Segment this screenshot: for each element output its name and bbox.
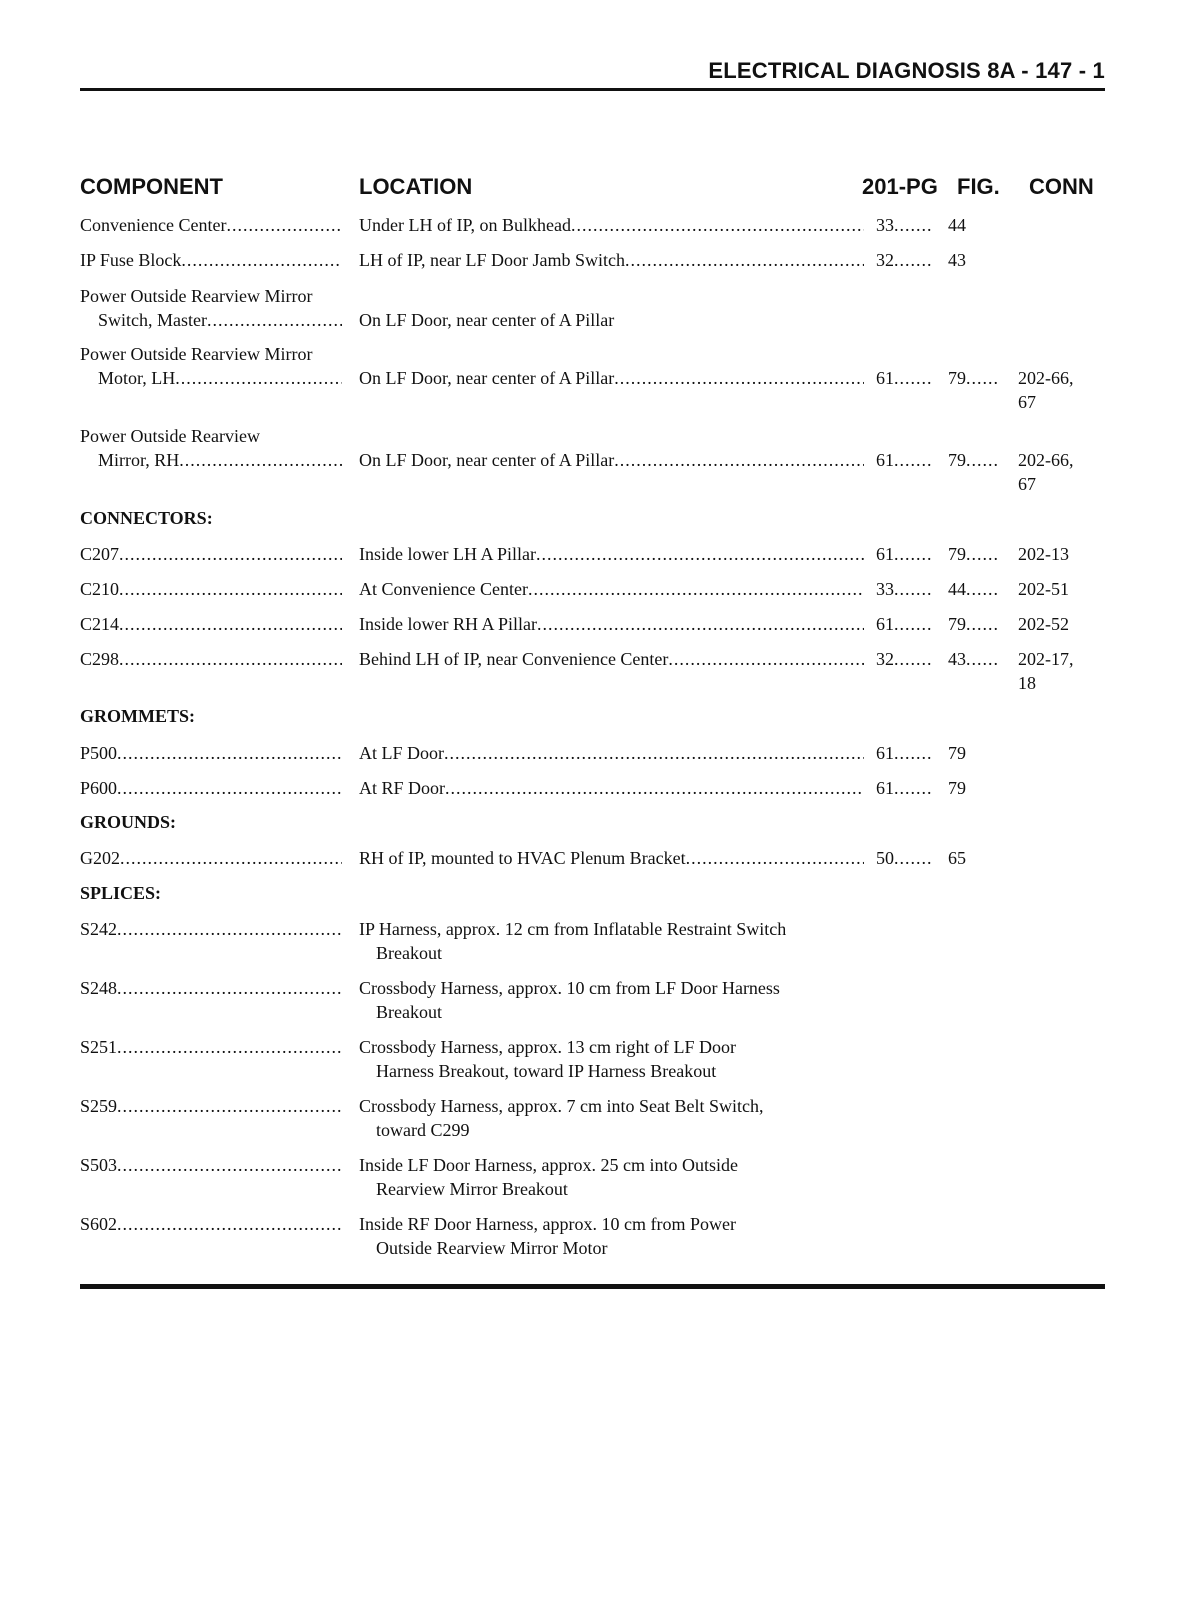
figure-cell: 79 ..... [948,366,998,390]
column-header-component: COMPONENT [80,174,223,199]
page-cell: 33 ..... [876,213,932,237]
location-cell: At RF Door ..... [359,776,864,800]
section-heading-connectors: CONNECTORS: [80,508,213,528]
location-cell: IP Harness, approx. 12 cm from Inflatable Restraint Switch Breakout [359,919,787,963]
location-cell: Behind LH of IP, near Convenience Center ..... [359,647,864,671]
column-header-fig: FIG. [957,174,1000,199]
component-cell: P600 ..... [80,776,342,800]
figure-cell: 65 [948,848,966,868]
location-cell: Inside lower LH A Pillar ..... [359,542,864,566]
component-cell: IP Fuse Block ..... [80,248,342,272]
connector-cell: 202-17, 18 [1018,649,1074,693]
location-cell: Inside RF Door Harness, approx. 10 cm from Power Outside Rearview Mirror Motor [359,1214,736,1258]
figure-cell: 79 ..... [948,542,998,566]
component-cell: S251 ..... [80,1035,342,1059]
page-cell: 33 ..... [876,577,932,601]
location-cell: Inside LF Door Harness, approx. 25 cm into Outside Rearview Mirror Breakout [359,1155,738,1199]
location-cell: Under LH of IP, on Bulkhead ..... [359,213,864,237]
section-heading-grommets: GROMMETS: [80,706,195,726]
page-cell: 50 ..... [876,846,932,870]
location-cell: On LF Door, near center of A Pillar ..... [359,448,864,472]
figure-cell: 44 ..... [948,577,998,601]
location-cell: At LF Door ..... [359,741,864,765]
column-header-201-pg: 201-PG [862,174,938,199]
figure-cell: 43 [948,250,966,270]
component-cell: Power Outside Rearview Mirror Switch, Master ..... [80,284,342,332]
column-header-conn: CONN [1029,174,1094,199]
figure-cell: 43 ..... [948,647,998,671]
footer-rule [80,1284,1105,1289]
connector-cell: 202-66, 67 [1018,368,1074,412]
figure-cell: 79 [948,743,966,763]
component-cell: S259 ..... [80,1094,342,1118]
location-cell: Crossbody Harness, approx. 10 cm from LF Door Harness Breakout [359,978,780,1022]
page-cell: 32 ..... [876,647,932,671]
page-cell: 32 ..... [876,248,932,272]
component-cell: S602 ..... [80,1212,342,1236]
component-cell: C207 ..... [80,542,342,566]
component-cell: C298 ..... [80,647,342,671]
location-cell: On LF Door, near center of A Pillar ..... [359,366,864,390]
connector-cell: 202-52 [1018,614,1069,634]
location-cell: On LF Door, near center of A Pillar [359,310,615,330]
page-cell: 61 ..... [876,542,932,566]
component-cell: Power Outside Rearview Mirror Motor, LH ..... [80,342,342,390]
page-cell: 61 ..... [876,776,932,800]
component-cell: Convenience Center ..... [80,213,342,237]
page-cell: 61 ..... [876,448,932,472]
location-cell: Crossbody Harness, approx. 7 cm into Seat Belt Switch, toward C299 [359,1096,764,1140]
figure-cell: 79 ..... [948,612,998,636]
figure-cell: 79 ..... [948,448,998,472]
figure-cell: 79 [948,778,966,798]
component-cell: S503 ..... [80,1153,342,1177]
component-cell: P500 ..... [80,741,342,765]
page-cell: 61 ..... [876,612,932,636]
component-cell: G202 ..... [80,846,342,870]
section-heading-splices: SPLICES: [80,883,162,903]
location-cell: At Convenience Center ..... [359,577,864,601]
component-cell: S242 ..... [80,917,342,941]
column-header-location: LOCATION [359,174,473,199]
component-cell: C214 ..... [80,612,342,636]
connector-cell: 202-51 [1018,579,1069,599]
page-cell: 61 ..... [876,741,932,765]
component-cell: C210 ..... [80,577,342,601]
page-cell: 61 ..... [876,366,932,390]
location-cell: Inside lower RH A Pillar ..... [359,612,864,636]
component-cell: S248 ..... [80,976,342,1000]
location-cell: RH of IP, mounted to HVAC Plenum Bracket ..... [359,846,864,870]
figure-cell: 44 [948,215,966,235]
location-cell: LH of IP, near LF Door Jamb Switch ..... [359,248,864,272]
location-cell: Crossbody Harness, approx. 13 cm right of LF Door Harness Breakout, toward IP Harness Breakout [359,1037,736,1081]
connector-cell: 202-13 [1018,544,1069,564]
section-heading-grounds: GROUNDS: [80,812,177,832]
page-title: ELECTRICAL DIAGNOSIS 8A - 147 - 1 [708,58,1105,83]
connector-cell: 202-66, 67 [1018,450,1074,494]
component-cell: Power Outside Rearview Mirror, RH ..... [80,424,342,472]
